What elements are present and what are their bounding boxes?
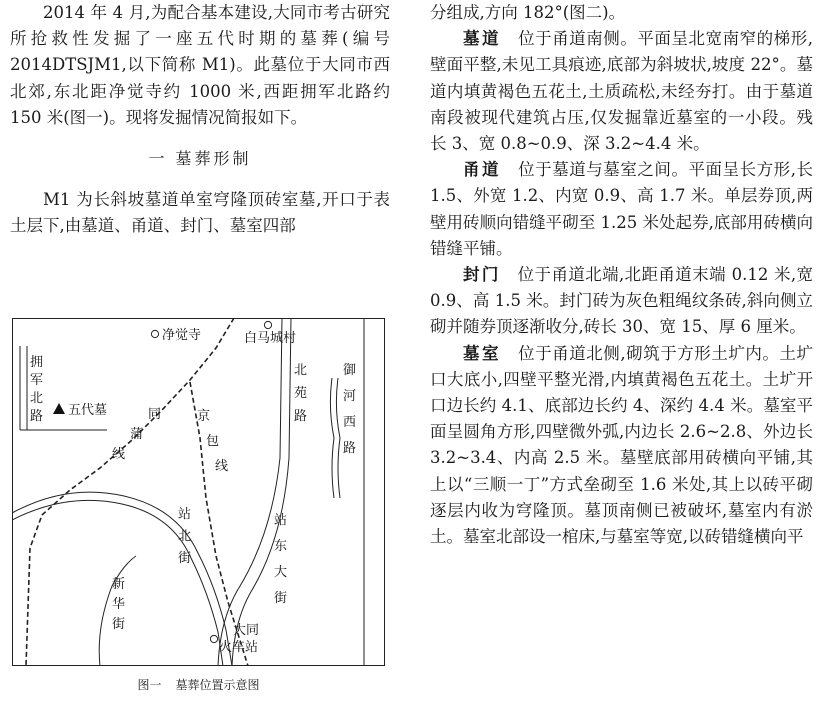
fengmen-paragraph <box>430 262 813 341</box>
mudao-heading: 墓道 <box>463 29 502 49</box>
intro-paragraph: 2014 年 4 月,为配合基本建设,大同市考古研究所抢救性发掘了一座五代时期的墓葬(编号 2014DTSJM1,以下简称 M1)。此墓位于大同市西北郊,东北距净觉寺约 1000 米,西距拥军北路约 150 米(图一)。现将发掘情况简报如下。 <box>10 3 390 127</box>
location-map <box>12 318 385 666</box>
fengmen-heading: 封门 <box>463 265 501 285</box>
label-jingbao: 京包线 <box>197 409 229 474</box>
yongdao-heading: 甬道 <box>463 160 502 180</box>
label-station: 大同火车站 <box>219 623 260 655</box>
label-zhanbei: 站北街 <box>178 507 192 566</box>
label-baima: 白马城村 <box>244 331 297 346</box>
continuation-text: 分组成,方向 182°(图二)。 <box>430 3 626 22</box>
fengmen-text: 位于甬道北端,北距甬道末端 0.12 米,宽 0.9、高 1.5 米。封门砖为灰色粗绳纹条砖,斜向侧立砌并随券顶逐渐收分,砖长 30、宽 15、厚 6 厘米。 <box>430 265 814 337</box>
mushi-heading: 墓室 <box>463 343 502 363</box>
label-wudaimu: 五代墓 <box>68 403 108 418</box>
baima-marker <box>264 321 271 328</box>
mudao-text: 位于甬道南侧。平面呈北宽南窄的梯形,壁面平整,未见工具痕迹,底部为斜坡状,坡度 22°。墓道内填黄褐色五花土,土质疏松,未经夯打。由于墓道南段被现代建筑占压,仅发掘靠近墓室的一小段。残长 3、宽 0.8~0.9、深 3.2~4.4 米。 <box>430 29 814 154</box>
section-title: 一 墓葬形制 <box>148 149 252 169</box>
yongdao-text: 位于墓道与墓室之间。平面呈长方形,长 1.5、外宽 1.2、内宽 0.9、高 1.7 米。单层券顶,两壁用砖顺向错缝平砌至 1.25 米处起券,底部用砖横向错缝平铺。 <box>430 160 814 258</box>
mushi-text: 位于甬道北侧,砌筑于方形土圹内。土圹口大底小,四壁平整光滑,内填黄褐色五花土。土圹开口边长约 4.1、底部边长约 4、深约 4.4 米。墓室平面呈圆角方形,四壁微外弧,内边长 2.6~2.8、外边长 3.2~3.4、内高 2.5 米。墓壁底部用砖横向平铺,其上以“三顺一丁”方式垒砌至 1.6 米处,其上以砖平砌逐层内收为穹隆顶。墓顶南侧已被破坏,墓室内有淤土。墓室北部设一棺床,与墓室等宽,以砖错缝横向平 <box>430 343 814 547</box>
label-tongpu: 同蒲线 <box>112 407 162 462</box>
label-yuhe: 御河西路 <box>343 363 357 456</box>
mushi-paragraph <box>430 341 813 551</box>
label-jingjuesi: 净觉寺 <box>162 328 202 343</box>
yongdao-paragraph <box>430 157 813 262</box>
label-zhandong: 站东大街 <box>274 513 288 606</box>
left-column <box>10 0 390 239</box>
right-column <box>430 0 813 550</box>
station-marker <box>210 635 217 642</box>
figure-caption-text: 墓葬位置示意图 <box>175 678 260 692</box>
label-xinhua: 新华街 <box>112 577 126 632</box>
label-beiyuan: 北苑路 <box>294 363 308 424</box>
label-yongjun: 拥军北路 <box>30 355 44 424</box>
jingjuesi-marker <box>151 330 158 337</box>
structure-paragraph: M1 为长斜坡墓道单室穹隆顶砖室墓,开口于表土层下,由墓道、甬道、封门、墓室四部 <box>10 190 390 236</box>
figure-caption <box>12 676 385 693</box>
figure-number: 图一 <box>137 678 162 692</box>
mudao-paragraph <box>430 26 813 157</box>
